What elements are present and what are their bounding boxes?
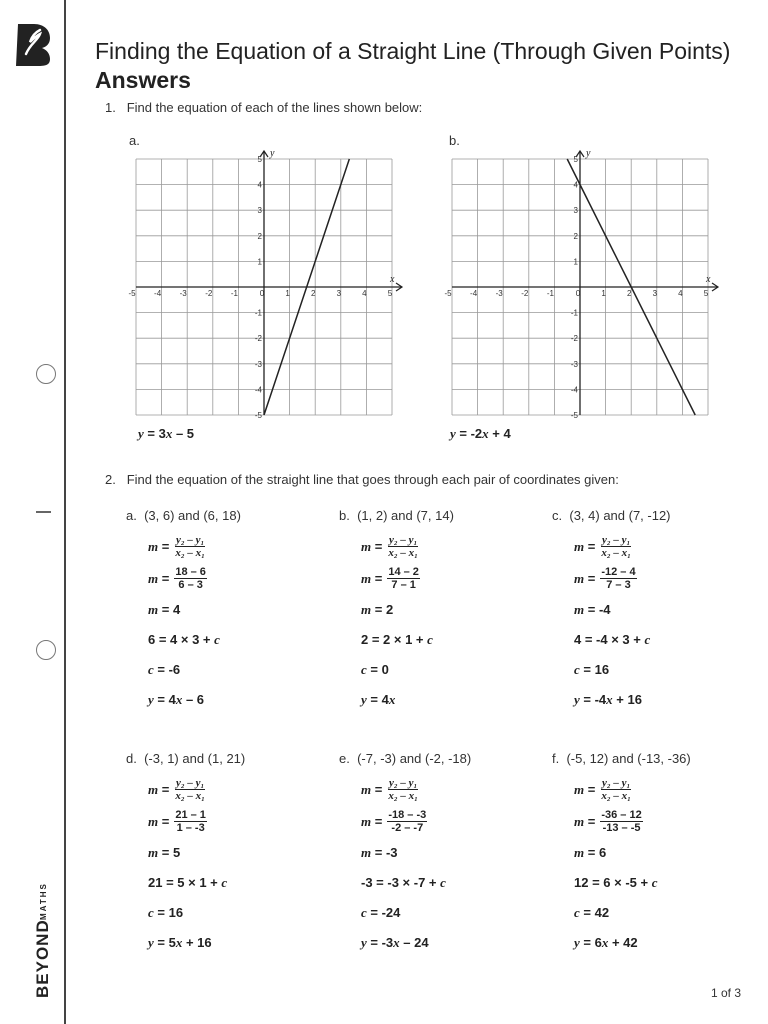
binder-hole-top <box>36 364 56 384</box>
question-text: Find the equation of each of the lines shown below: <box>126 100 423 115</box>
final-equation: y = -3x – 24 <box>361 935 429 950</box>
gradient-substitution: m = $\frac{-12 - 4}{7 - 3}$ <box>574 566 636 591</box>
x-tick-label: 4 <box>678 289 683 298</box>
x-tick-label: 2 <box>626 289 632 298</box>
y-tick-label: 2 <box>573 231 578 241</box>
y-tick-label: -4 <box>254 385 262 395</box>
x-axis-label: x <box>390 274 395 285</box>
gradient-substitution: m = $\frac{18 - 6}{6 - 3}$ <box>148 566 206 591</box>
graph-b <box>441 144 721 420</box>
graph-a-label: a. <box>129 133 140 148</box>
y-tick-label: -2 <box>254 334 262 344</box>
substitution-equation: -3 = -3 × -7 + c <box>361 875 446 890</box>
y-tick-label: -3 <box>570 359 578 369</box>
brand-word: BEYOND <box>33 919 52 998</box>
final-equation: y = -4x + 16 <box>574 692 642 707</box>
y-tick-label: 5 <box>257 155 262 164</box>
y-tick-label: 5 <box>573 155 578 164</box>
x-tick-label: 3 <box>336 289 342 298</box>
question-1 <box>105 100 422 115</box>
title-bold: Answers <box>95 67 191 93</box>
x-tick-label: 1 <box>601 289 606 298</box>
x-tick-label: -4 <box>470 289 478 298</box>
brand-small: MATHS <box>39 882 48 920</box>
x-tick-label: -2 <box>205 289 213 298</box>
intercept-value: c = 16 <box>574 662 610 677</box>
intercept-value: c = -24 <box>361 905 401 920</box>
gradient-substitution: m = $\frac{-18 - -3}{-2 - -7}$ <box>361 809 427 834</box>
question-text: Find the equation of the straight line that goes through each pair of coordinates given: <box>126 472 619 487</box>
fold-mark <box>36 511 51 513</box>
substitution-equation: 2 = 2 × 1 + c <box>361 632 433 647</box>
part-heading: b. (1, 2) and (7, 14) <box>339 508 454 523</box>
x-tick-label: -4 <box>154 289 162 298</box>
gradient-value: m = -3 <box>361 845 398 860</box>
substitution-equation: 12 = 6 × -5 + c <box>574 875 658 890</box>
x-tick-label: -5 <box>444 289 452 298</box>
part-heading: a. (3, 6) and (6, 18) <box>126 508 241 523</box>
final-equation: y = 6x + 42 <box>574 935 638 950</box>
x-tick-label: 1 <box>285 289 290 298</box>
intercept-value: c = 0 <box>361 662 389 677</box>
gradient-formula: m = $\frac{\text{y₂ – y₁}}{\text{x₂ – x₁}}$ <box>361 534 419 559</box>
gradient-formula: m = $\frac{\text{y₂ – y₁}}{\text{x₂ – x₁}}$ <box>574 534 632 559</box>
y-tick-label: -4 <box>570 385 578 395</box>
x-tick-label: -1 <box>546 289 554 298</box>
graph-a <box>125 144 405 420</box>
gradient-formula: m = $\frac{\text{y₂ – y₁}}{\text{x₂ – x₁}}$ <box>361 777 419 802</box>
graph-a-answer: y = 3x – 5 <box>138 426 195 441</box>
y-tick-label: 3 <box>573 206 578 216</box>
page-title <box>95 37 745 95</box>
x-tick-label: -3 <box>495 289 503 298</box>
gradient-substitution: m = $\frac{14 - 2}{7 - 1}$ <box>361 566 419 591</box>
x-tick-label: 2 <box>310 289 316 298</box>
final-equation: y = 5x + 16 <box>148 935 212 950</box>
question-number: 2. <box>105 472 116 487</box>
graph-b-label: b. <box>449 133 460 148</box>
y-axis-label: y <box>270 148 275 159</box>
x-tick-label: 0 <box>259 289 265 298</box>
gradient-formula: m = $\frac{\text{y₂ – y₁}}{\text{x₂ – x₁}}$ <box>148 777 206 802</box>
x-tick-label: 4 <box>362 289 367 298</box>
part-heading: f. (-5, 12) and (-13, -36) <box>552 751 691 766</box>
gradient-substitution: m = $\frac{-36 - 12}{-13 - -5}$ <box>574 809 642 834</box>
gradient-value: m = 4 <box>148 602 181 617</box>
intercept-value: c = 42 <box>574 905 610 920</box>
x-tick-label: 5 <box>387 289 393 298</box>
margin-line <box>64 0 66 1024</box>
intercept-value: c = -6 <box>148 662 181 677</box>
part-heading: c. (3, 4) and (7, -12) <box>552 508 671 523</box>
beyond-maths-brand <box>8 860 56 1000</box>
y-tick-label: -3 <box>254 359 262 369</box>
x-tick-label: -5 <box>128 289 136 298</box>
x-tick-label: 0 <box>575 289 581 298</box>
x-tick-label: -1 <box>230 289 238 298</box>
gradient-value: m = 6 <box>574 845 607 860</box>
y-tick-label: 4 <box>573 180 578 190</box>
substitution-equation: 6 = 4 × 3 + c <box>148 632 220 647</box>
graph-b-answer: y = -2x + 4 <box>450 426 511 441</box>
title-main: Finding the Equation of a Straight Line (Through Given Points) <box>95 38 731 64</box>
final-equation: y = 4x <box>361 692 396 707</box>
y-tick-label: 3 <box>257 206 262 216</box>
gradient-formula: m = $\frac{\text{y₂ – y₁}}{\text{x₂ – x₁}}$ <box>148 534 206 559</box>
gradient-value: m = 2 <box>361 602 394 617</box>
question-number: 1. <box>105 100 116 115</box>
x-tick-label: -3 <box>179 289 187 298</box>
x-tick-label: 5 <box>703 289 709 298</box>
y-tick-label: 1 <box>573 257 578 267</box>
y-tick-label: -1 <box>570 308 578 318</box>
substitution-equation: 21 = 5 × 1 + c <box>148 875 228 890</box>
substitution-equation: 4 = -4 × 3 + c <box>574 632 651 647</box>
gradient-value: m = 5 <box>148 845 181 860</box>
binder-hole-bottom <box>36 640 56 660</box>
question-2 <box>105 472 619 487</box>
y-tick-label: 4 <box>257 180 262 190</box>
beyond-logo-icon <box>14 22 52 66</box>
y-tick-label: -2 <box>570 334 578 344</box>
intercept-value: c = 16 <box>148 905 184 920</box>
x-tick-label: 3 <box>652 289 658 298</box>
y-tick-label: -5 <box>254 411 262 420</box>
gradient-formula: m = $\frac{\text{y₂ – y₁}}{\text{x₂ – x₁}}$ <box>574 777 632 802</box>
gradient-value: m = -4 <box>574 602 611 617</box>
y-tick-label: 2 <box>257 231 262 241</box>
y-axis-label: y <box>586 148 591 159</box>
y-tick-label: 1 <box>257 257 262 267</box>
y-tick-label: -5 <box>570 411 578 420</box>
gradient-substitution: m = $\frac{21 - 1}{1 - -3}$ <box>148 809 206 834</box>
x-axis-label: x <box>706 274 711 285</box>
page-number: 1 of 3 <box>710 986 741 1000</box>
final-equation: y = 4x – 6 <box>148 692 205 707</box>
x-tick-label: -2 <box>521 289 529 298</box>
part-heading: e. (-7, -3) and (-2, -18) <box>339 751 472 766</box>
part-heading: d. (-3, 1) and (1, 21) <box>126 751 246 766</box>
y-tick-label: -1 <box>254 308 262 318</box>
